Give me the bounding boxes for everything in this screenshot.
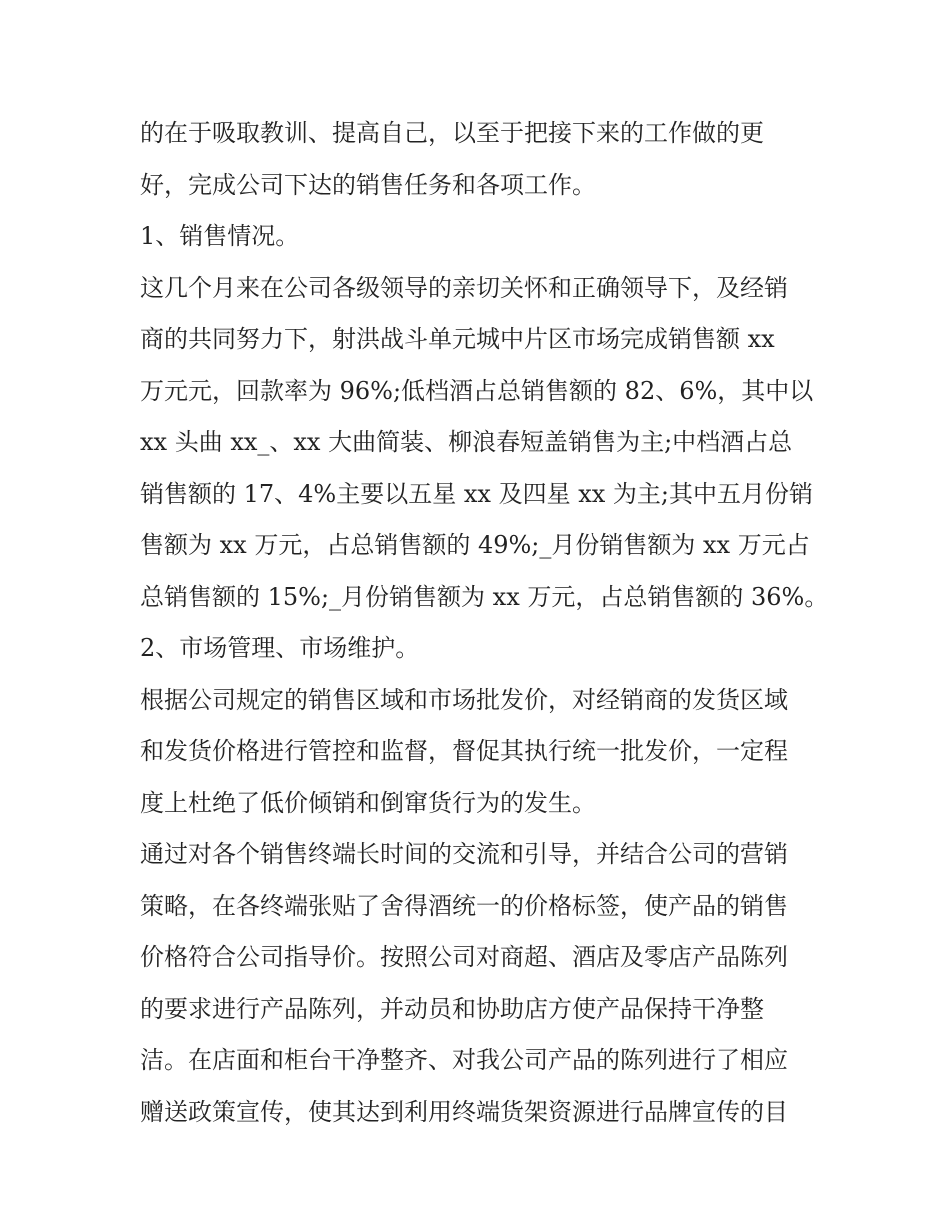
text-line: 洁。在店面和柜台干净整齐、对我公司产品的陈列进行了相应 [140,1046,788,1074]
text-line: xx 头曲 xx_、xx 大曲简装、柳浪春短盖销售为主;中档酒占总 [140,428,793,456]
text-line: 销售额的 17、4%主要以五星 xx 及四星 xx 为主;其中五月份销 [140,479,813,508]
text-line: 赠送政策宣传，使其达到利用终端货架资源进行品牌宣传的目 [140,1097,788,1126]
text-line: 策略，在各终端张贴了舍得酒统一的价格标签，使产品的销售 [140,891,788,920]
text-line: 总销售额的 15%;_月份销售额为 xx 万元，占总销售额的 36%。 [140,582,829,611]
section-heading: 2、市场管理、市场维护。 [140,634,420,662]
text-line: 的要求进行产品陈列，并动员和协助店方使产品保持干净整 [140,994,764,1023]
text-line: 根据公司规定的销售区域和市场批发价，对经销商的发货区域 [140,685,788,714]
section-heading: 1、销售情况。 [140,222,300,250]
text-line: 的在于吸取教训、提高自己，以至于把接下来的工作做的更 [140,119,764,147]
text-line: 价格符合公司指导价。按照公司对商超、酒店及零店产品陈列 [140,943,788,971]
document-body [140,108,830,1138]
text-line: 售额为 xx 万元，占总销售额的 49%;_月份销售额为 xx 万元占 [140,531,810,559]
text-line: 这几个月来在公司各级领导的亲切关怀和正确领导下，及经销 [140,273,788,302]
text-line: 度上杜绝了低价倾销和倒窜货行为的发生。 [140,788,596,817]
text-line: 万元元，回款率为 96%;低档酒占总销售额的 82、6%，其中以 [140,376,814,405]
text-line: 好，完成公司下达的销售任务和各项工作。 [140,170,596,199]
text-line: 和发货价格进行管控和监督，督促其执行统一批发价，一定程 [140,737,788,765]
text-line: 商的共同努力下，射洪战斗单元城中片区市场完成销售额 xx [140,325,775,353]
text-line: 通过对各个销售终端长时间的交流和引导，并结合公司的营销 [140,840,788,868]
